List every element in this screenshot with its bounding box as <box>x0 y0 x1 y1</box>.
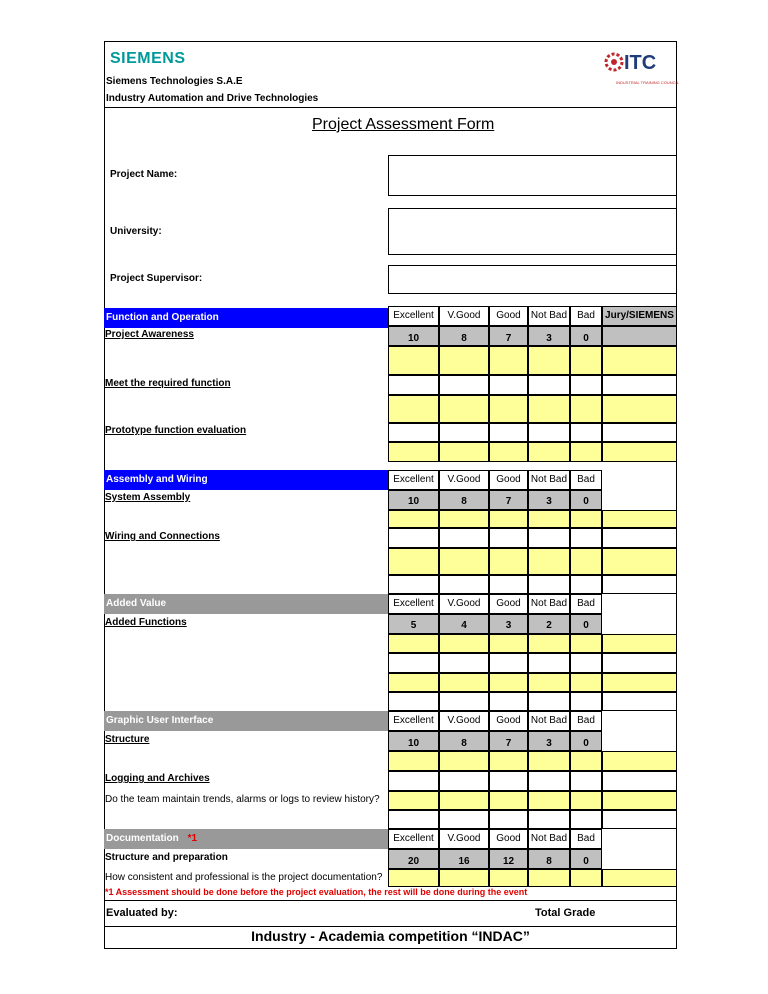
score-cell[interactable] <box>528 751 570 771</box>
jury-score-cell[interactable] <box>602 575 677 594</box>
score-cell[interactable] <box>528 510 570 528</box>
grade-header: Excellent <box>388 306 439 326</box>
points-cell: 2 <box>528 614 570 634</box>
grade-header: Excellent <box>388 829 439 849</box>
jury-score-cell[interactable] <box>602 810 677 829</box>
score-cell[interactable] <box>439 510 489 528</box>
score-cell[interactable] <box>388 423 439 442</box>
score-cell[interactable] <box>388 673 439 692</box>
points-cell: 5 <box>388 614 439 634</box>
score-cell[interactable] <box>388 810 439 829</box>
evaluated-by-label: Evaluated by: <box>106 907 178 919</box>
jury-score-cell[interactable] <box>602 791 677 810</box>
jury-score-cell[interactable] <box>602 771 677 791</box>
jury-score-cell[interactable] <box>602 375 677 395</box>
criterion-label: Wiring and Connections <box>105 531 220 542</box>
score-cell[interactable] <box>489 692 528 711</box>
project-supervisor-field[interactable] <box>388 265 677 294</box>
score-cell[interactable] <box>489 673 528 692</box>
points-cell: 0 <box>570 614 602 634</box>
score-cell[interactable] <box>388 575 439 594</box>
footnote-marker: *1 <box>187 833 198 844</box>
score-cell[interactable] <box>388 528 439 548</box>
score-cell[interactable] <box>388 442 439 462</box>
section-title: Added Value <box>104 594 388 614</box>
points-cell: 0 <box>570 490 602 510</box>
siemens-logo: SIEMENS <box>110 50 186 67</box>
score-cell[interactable] <box>388 653 439 673</box>
score-cell[interactable] <box>388 634 439 653</box>
jury-score-cell[interactable] <box>602 673 677 692</box>
score-cell[interactable] <box>439 653 489 673</box>
itc-logo-text: ITC <box>624 52 657 74</box>
score-cell[interactable] <box>528 575 570 594</box>
score-cell[interactable] <box>528 771 570 791</box>
points-cell: 4 <box>439 614 489 634</box>
points-cell: 8 <box>439 326 489 346</box>
grade-header: Not Bad <box>528 306 570 326</box>
jury-score-cell[interactable] <box>602 548 677 575</box>
score-cell[interactable] <box>570 634 602 653</box>
score-cell[interactable] <box>570 346 602 375</box>
score-cell[interactable] <box>570 575 602 594</box>
grade-header: Good <box>489 594 528 614</box>
score-cell[interactable] <box>388 771 439 791</box>
score-cell[interactable] <box>439 673 489 692</box>
points-cell: 3 <box>528 490 570 510</box>
grade-header: Excellent <box>388 470 439 490</box>
score-cell[interactable] <box>570 810 602 829</box>
score-cell[interactable] <box>388 510 439 528</box>
score-cell[interactable] <box>489 653 528 673</box>
score-cell[interactable] <box>439 692 489 711</box>
score-cell[interactable] <box>489 423 528 442</box>
university-label: University: <box>110 226 162 237</box>
score-cell[interactable] <box>489 634 528 653</box>
jury-score-cell[interactable] <box>602 869 677 887</box>
section-title <box>104 829 388 849</box>
score-cell[interactable] <box>489 375 528 395</box>
score-cell[interactable] <box>570 791 602 810</box>
points-cell: 8 <box>439 490 489 510</box>
page-title: Project Assessment Form <box>312 116 495 133</box>
score-cell[interactable] <box>570 653 602 673</box>
jury-score-cell[interactable] <box>602 423 677 442</box>
criterion-label: Meet the required function <box>105 378 231 389</box>
score-cell[interactable] <box>439 375 489 395</box>
score-cell[interactable] <box>489 869 528 887</box>
score-cell[interactable] <box>439 869 489 887</box>
points-cell: 0 <box>570 326 602 346</box>
points-cell: 3 <box>528 326 570 346</box>
points-cell: 10 <box>388 326 439 346</box>
grade-header: Not Bad <box>528 594 570 614</box>
score-cell[interactable] <box>570 751 602 771</box>
score-cell[interactable] <box>528 442 570 462</box>
grade-header: Not Bad <box>528 470 570 490</box>
criterion-label: System Assembly <box>105 492 191 503</box>
itc-logo <box>604 46 679 90</box>
score-cell[interactable] <box>528 810 570 829</box>
score-cell[interactable] <box>489 395 528 423</box>
divider <box>104 107 677 108</box>
jury-score-cell[interactable] <box>602 510 677 528</box>
grade-header: Bad <box>570 711 602 731</box>
points-cell: 20 <box>388 849 439 869</box>
score-cell[interactable] <box>388 548 439 575</box>
score-cell[interactable] <box>528 869 570 887</box>
score-cell[interactable] <box>388 375 439 395</box>
score-cell[interactable] <box>528 346 570 375</box>
grade-header: Excellent <box>388 711 439 731</box>
score-cell[interactable] <box>439 423 489 442</box>
jury-header: Jury/SIEMENS <box>602 306 677 326</box>
grade-header: V.Good <box>439 829 489 849</box>
jury-score-cell[interactable] <box>602 692 677 711</box>
divider <box>104 926 677 927</box>
score-cell[interactable] <box>528 791 570 810</box>
jury-score-cell[interactable] <box>602 442 677 462</box>
score-cell[interactable] <box>570 442 602 462</box>
points-cell: 10 <box>388 731 439 751</box>
points-cell: 3 <box>489 614 528 634</box>
criterion-note: Do the team maintain trends, alarms or logs to review history? <box>105 794 380 805</box>
score-cell[interactable] <box>528 375 570 395</box>
score-cell[interactable] <box>570 510 602 528</box>
grade-header: Not Bad <box>528 829 570 849</box>
grade-header: Good <box>489 306 528 326</box>
score-cell[interactable] <box>388 395 439 423</box>
points-cell: 16 <box>439 849 489 869</box>
score-cell[interactable] <box>570 395 602 423</box>
grade-header: Not Bad <box>528 711 570 731</box>
score-cell[interactable] <box>489 528 528 548</box>
score-cell[interactable] <box>439 810 489 829</box>
points-cell: 0 <box>570 849 602 869</box>
grade-header: V.Good <box>439 306 489 326</box>
score-cell[interactable] <box>439 791 489 810</box>
score-cell[interactable] <box>388 751 439 771</box>
grade-header: Bad <box>570 594 602 614</box>
score-cell[interactable] <box>388 869 439 887</box>
score-cell[interactable] <box>570 692 602 711</box>
section-title: Graphic User Interface <box>104 711 388 731</box>
score-cell[interactable] <box>489 346 528 375</box>
score-cell[interactable] <box>528 653 570 673</box>
score-cell[interactable] <box>439 548 489 575</box>
points-cell <box>602 326 677 346</box>
section-title: Assembly and Wiring <box>104 470 388 490</box>
project-name-field[interactable] <box>388 155 677 196</box>
jury-score-cell[interactable] <box>602 653 677 673</box>
footnote: *1 Assessment should be done before the project evaluation, the rest will be done during the event <box>105 887 528 897</box>
university-field[interactable] <box>388 208 677 255</box>
itc-subtitle: INDUSTRIAL TRAINING COUNCIL <box>616 80 679 85</box>
grade-header: Good <box>489 711 528 731</box>
grade-header: Good <box>489 829 528 849</box>
criterion-label: Prototype function evaluation <box>105 425 247 436</box>
grade-header: Bad <box>570 470 602 490</box>
score-cell[interactable] <box>439 771 489 791</box>
project-name-label: Project Name: <box>110 169 178 180</box>
score-cell[interactable] <box>528 634 570 653</box>
score-cell[interactable] <box>388 346 439 375</box>
jury-score-cell[interactable] <box>602 395 677 423</box>
criterion-label: Project Awareness <box>105 329 194 340</box>
score-cell[interactable] <box>528 528 570 548</box>
criterion-label: Structure and preparation <box>105 852 228 863</box>
score-cell[interactable] <box>439 442 489 462</box>
jury-score-cell[interactable] <box>602 751 677 771</box>
score-cell[interactable] <box>489 771 528 791</box>
score-cell[interactable] <box>489 791 528 810</box>
grade-header: V.Good <box>439 470 489 490</box>
score-cell[interactable] <box>439 634 489 653</box>
grade-header: V.Good <box>439 711 489 731</box>
score-cell[interactable] <box>489 442 528 462</box>
divider <box>104 900 677 901</box>
grade-header: Bad <box>570 306 602 326</box>
points-cell: 3 <box>528 731 570 751</box>
score-cell[interactable] <box>528 423 570 442</box>
section-title-text: Documentation <box>106 833 179 844</box>
score-cell[interactable] <box>570 673 602 692</box>
points-cell: 10 <box>388 490 439 510</box>
score-cell[interactable] <box>570 375 602 395</box>
points-cell: 8 <box>439 731 489 751</box>
score-cell[interactable] <box>570 869 602 887</box>
score-cell[interactable] <box>528 395 570 423</box>
points-cell: 12 <box>489 849 528 869</box>
score-cell[interactable] <box>388 692 439 711</box>
points-cell: 7 <box>489 490 528 510</box>
company-name: Siemens Technologies S.A.E <box>106 76 243 87</box>
score-cell[interactable] <box>489 575 528 594</box>
criterion-label: Structure <box>105 734 150 745</box>
score-cell[interactable] <box>528 692 570 711</box>
grade-header: Bad <box>570 829 602 849</box>
score-cell[interactable] <box>489 548 528 575</box>
points-cell: 0 <box>570 731 602 751</box>
score-cell[interactable] <box>528 673 570 692</box>
points-cell: 8 <box>528 849 570 869</box>
criterion-label: Logging and Archives <box>105 773 210 784</box>
jury-score-cell[interactable] <box>602 346 677 375</box>
score-cell[interactable] <box>570 528 602 548</box>
score-cell[interactable] <box>439 346 489 375</box>
points-cell: 7 <box>489 731 528 751</box>
jury-score-cell[interactable] <box>602 528 677 548</box>
score-cell[interactable] <box>439 528 489 548</box>
score-cell[interactable] <box>489 751 528 771</box>
grade-header: Good <box>489 470 528 490</box>
score-cell[interactable] <box>489 810 528 829</box>
score-cell[interactable] <box>570 771 602 791</box>
score-cell[interactable] <box>439 751 489 771</box>
score-cell[interactable] <box>439 395 489 423</box>
points-cell: 7 <box>489 326 528 346</box>
criterion-note: How consistent and professional is the project documentation? <box>105 872 383 883</box>
score-cell[interactable] <box>439 575 489 594</box>
section-title: Function and Operation <box>104 308 388 328</box>
grade-header: Excellent <box>388 594 439 614</box>
grade-header: V.Good <box>439 594 489 614</box>
criterion-label: Added Functions <box>105 617 187 628</box>
competition-footer: Industry - Academia competition “INDAC” <box>251 928 530 944</box>
score-cell[interactable] <box>528 548 570 575</box>
score-cell[interactable] <box>570 548 602 575</box>
score-cell[interactable] <box>489 510 528 528</box>
score-cell[interactable] <box>570 423 602 442</box>
project-supervisor-label: Project Supervisor: <box>110 273 203 284</box>
total-grade-label: Total Grade <box>535 907 596 919</box>
company-division: Industry Automation and Drive Technologies <box>106 93 319 104</box>
score-cell[interactable] <box>388 791 439 810</box>
jury-score-cell[interactable] <box>602 634 677 653</box>
